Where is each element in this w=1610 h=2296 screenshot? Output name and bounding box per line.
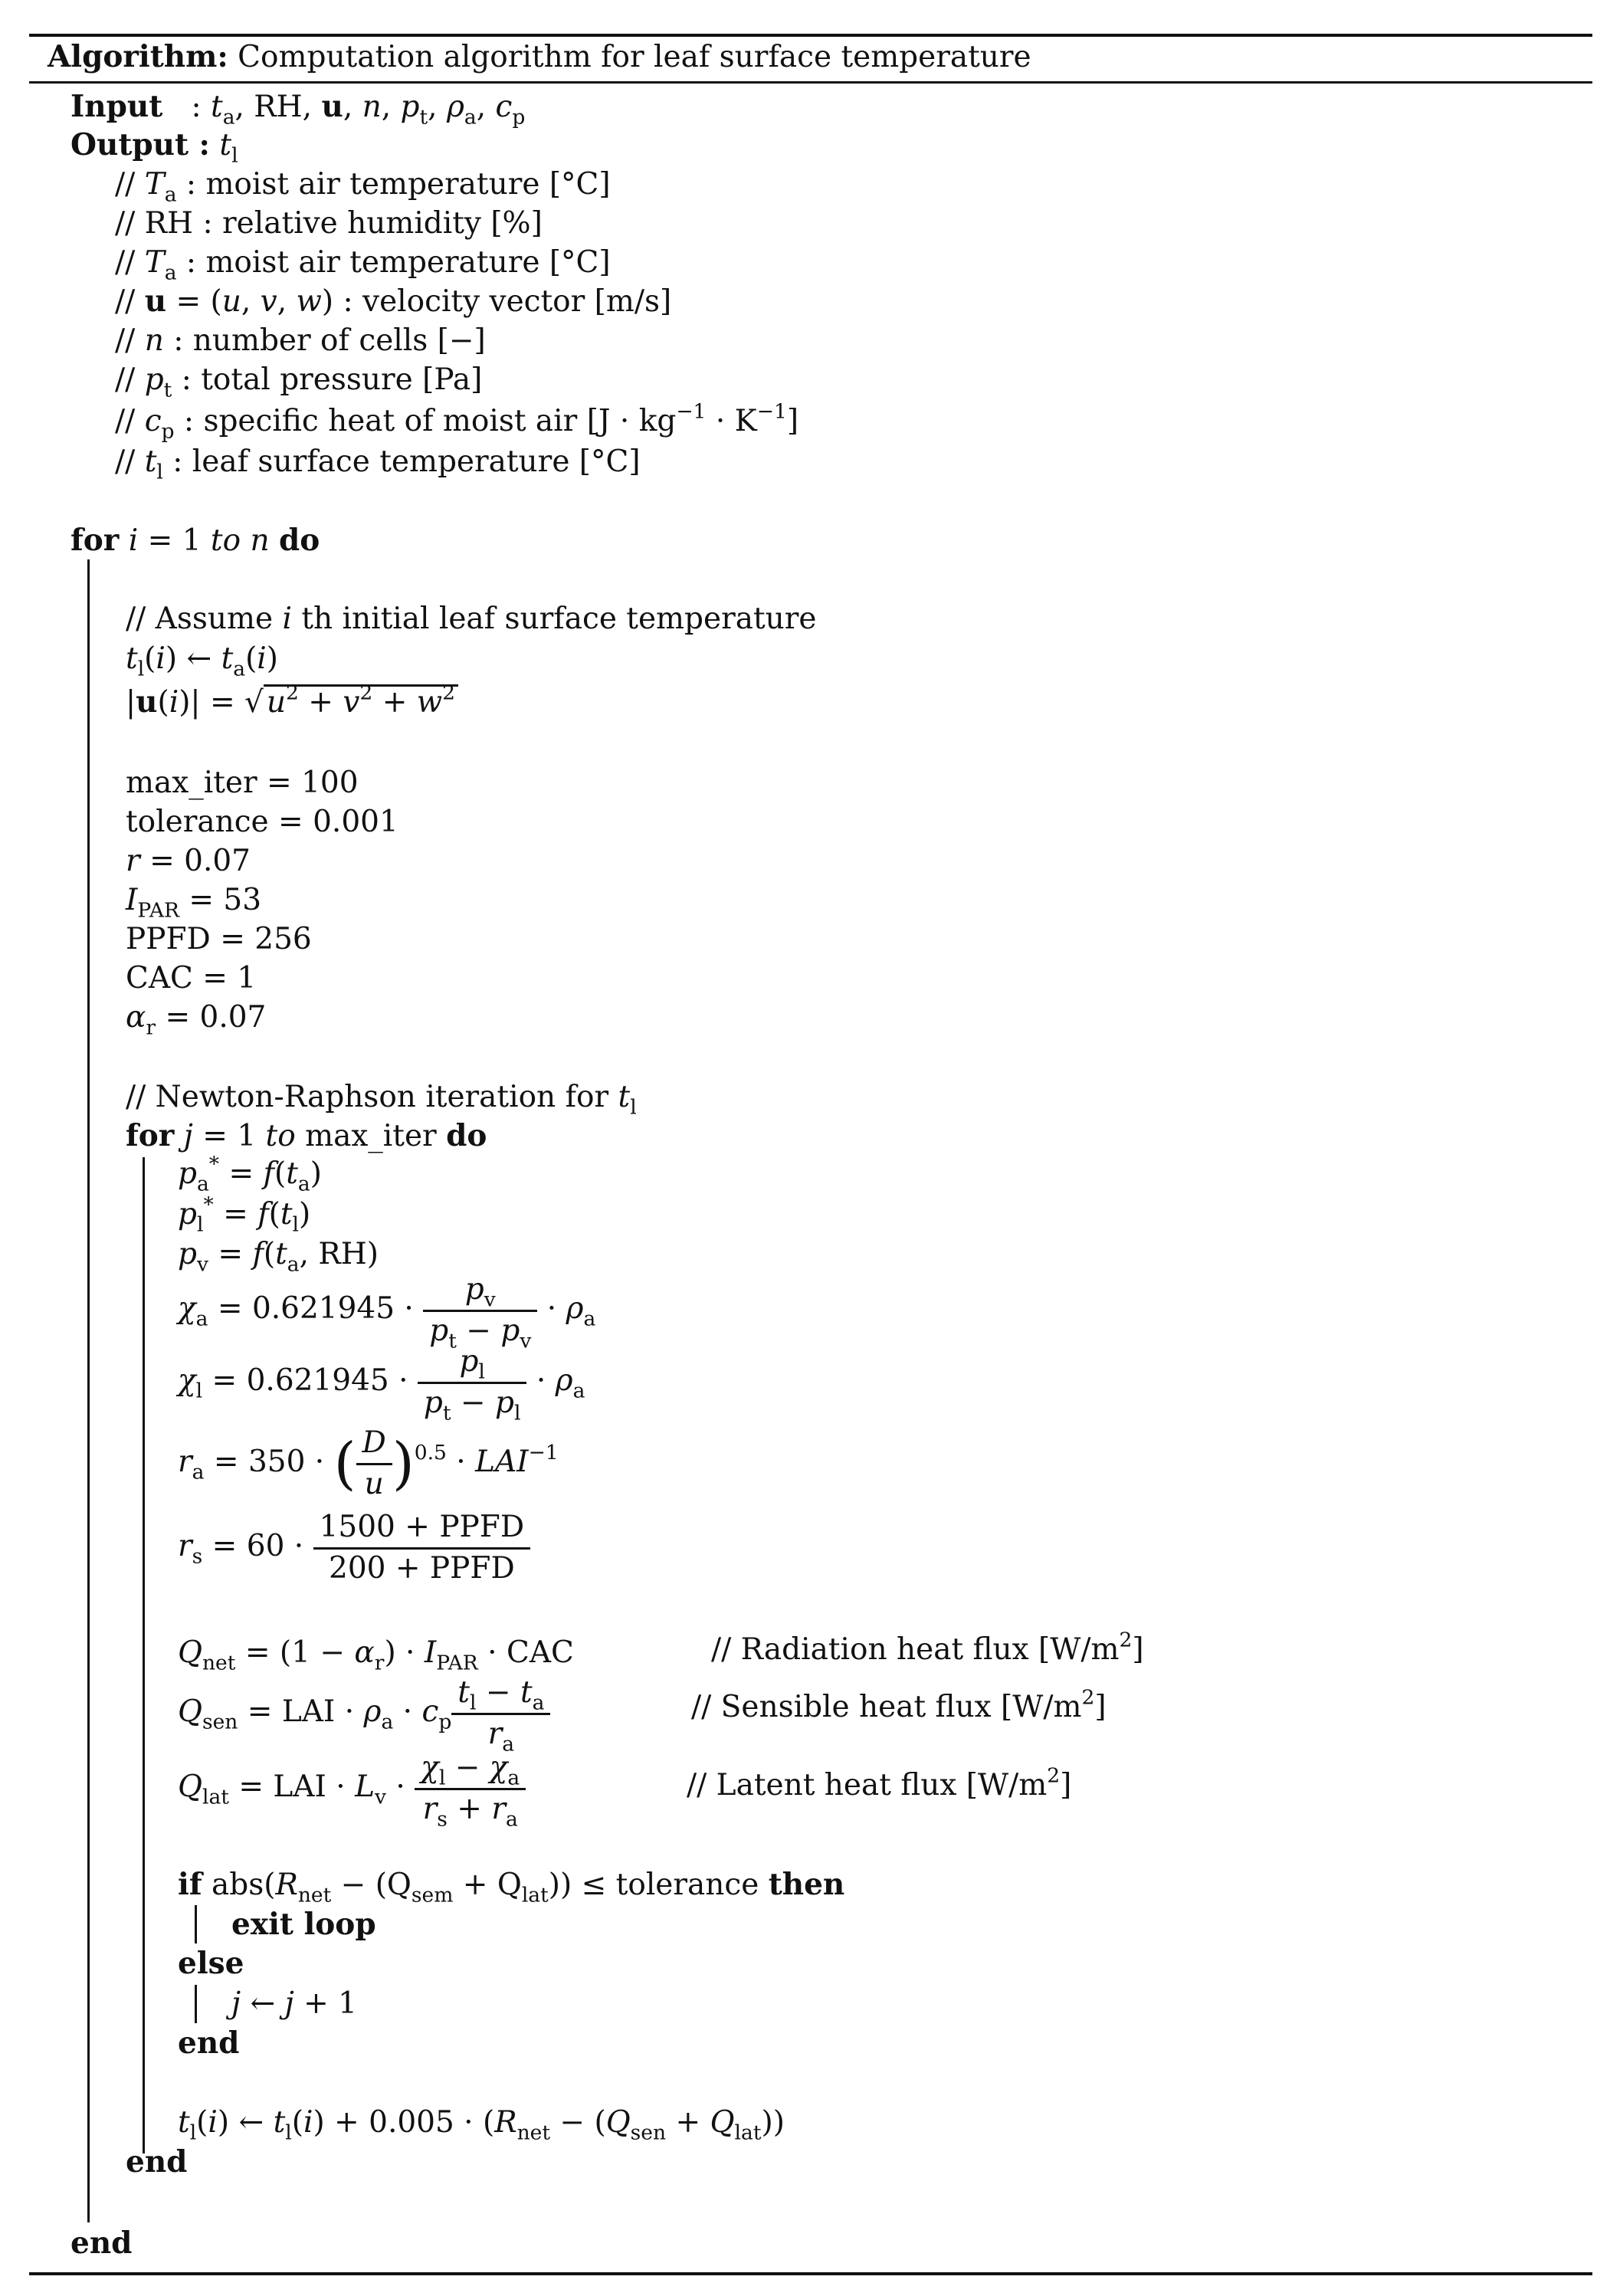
comment-u: // u = (u, v, w) : velocity vector [m/s] — [115, 284, 672, 319]
outer-for: for i = 1 to n do — [70, 523, 320, 558]
param-ipar: $I_{PAR} = 53$ — [126, 883, 262, 923]
else-branch-bar — [195, 1985, 197, 2023]
param-tolerance: tolerance = 0.001 — [126, 805, 398, 839]
eq-pa-sat: $p_a^* = f(t_a)$ — [178, 1152, 322, 1196]
eq-rs: $r_s = 60$ · $\frac{\text{1500 + PPFD}}{\text{200 + PPFD}}$ — [178, 1508, 530, 1588]
init-tl: $t_l(i)$ ← $t_a(i)$ — [126, 641, 278, 681]
eq-q-sen: $Q_{sen}$ = LAI · $\rho_a \cdot c_p$ $\frac{t_l - t_a}{r_a}$ — [178, 1674, 550, 1753]
comment-assume: // Assume i th initial leaf surface temperature — [126, 602, 817, 636]
comment-ta2: // $T_a$ : moist air temperature [°C] — [115, 245, 611, 285]
comment-tl: // $t_l$ : leaf surface temperature [°C] — [115, 444, 641, 484]
else-keyword: else — [178, 1946, 244, 1981]
param-alpha: $\alpha_r = 0.07$ — [126, 1000, 267, 1040]
eq-q-net: $Q_{net} = (1 - \alpha_r) \cdot I_{PAR}$ · CAC — [178, 1635, 574, 1675]
param-cac: CAC = 1 — [126, 961, 257, 995]
end-if: end — [178, 2025, 240, 2061]
comment-radiation: // Radiation heat flux $[W/m^2]$ — [711, 1628, 1144, 1667]
input-line: Input : $t_a$, RH, u, n, $p_t$, $\rho_a$, $c_p$ — [70, 89, 526, 130]
header-rule — [29, 81, 1592, 84]
inner-loop-bar — [143, 1157, 145, 2153]
param-r: r = 0.07 — [126, 844, 251, 878]
comment-cp: // $c_p$ : specific heat of moist air $[J \cdot kg^{-1} \cdot K^{-1}]$ — [115, 399, 799, 444]
eq-chi-l: $\chi_l = 0.621945$ · $\frac{p_l}{p_t - p_l}$ · $\rho_a$ — [178, 1344, 585, 1425]
inner-for: for j = 1 to max_iter do — [126, 1118, 487, 1153]
eq-pv: $p_v = f(t_a$, RH) — [178, 1237, 379, 1277]
comment-n: // n : number of cells [−] — [115, 323, 486, 358]
eq-chi-a: $\chi_a = 0.621945$ · $\frac{p_v}{p_t - p_v}$ · $\rho_a$ — [178, 1272, 596, 1353]
comment-pt: // $p_t$ : total pressure [Pa] — [115, 362, 483, 402]
eq-ra: $r_a = 350$ · ( $\frac{D}{u}$ )$^{0.5} \cdot LAI^{-1}$ — [178, 1425, 559, 1501]
top-rule — [29, 34, 1592, 37]
comment-latent: // Latent heat flux $[W/m^2]$ — [687, 1763, 1072, 1802]
end-inner-for: end — [126, 2144, 188, 2180]
if-condition: if $abs(R_{net} - (Q_{sem} + Q_{lat}))$ ≤ tolerance then — [178, 1867, 845, 1907]
eq-q-lat: $Q_{lat}$ = LAI · $L_v$ · $\frac{\chi_l - \chi_a}{r_s + r_a}$ — [178, 1749, 526, 1829]
exit-loop: exit loop — [231, 1907, 376, 1942]
velocity-magnitude: |u(i)| = √ $u^2 + v^2 + w^2$ — [126, 684, 458, 720]
param-ppfd: PPFD = 256 — [126, 922, 312, 956]
if-branch-bar — [195, 1905, 197, 1943]
comment-rh: // RH : relative humidity [%] — [115, 206, 543, 241]
bottom-rule — [29, 2272, 1592, 2275]
comment-sensible: // Sensible heat flux $[W/m^2]$ — [691, 1685, 1107, 1724]
eq-pl-sat: $p_l^* = f(t_l)$ — [178, 1192, 311, 1237]
input-list: : $t_a$, RH, u, n, $p_t$, $\rho_a$, $c_p$ — [191, 89, 526, 130]
comment-ta: // $T_a$ : moist air temperature [°C] — [115, 167, 611, 207]
param-max-iter: max_iter = 100 — [126, 766, 359, 800]
algorithm-title: Algorithm: Computation algorithm for leaf surface temperature — [48, 39, 1031, 74]
end-outer-for: end — [70, 2225, 133, 2261]
comment-newton: // Newton-Raphson iteration for $t_l$ — [126, 1080, 637, 1120]
update-tl: $t_l(i)$ ← $t_l(i) + 0.005 \cdot (R_{net} - (Q_{sen} + Q_{lat}))$ — [178, 2105, 785, 2145]
outer-loop-bar — [87, 559, 90, 2222]
increment-j: j ← j + 1 — [231, 1986, 357, 2021]
output-line: Output : $t_l$ — [70, 127, 238, 168]
